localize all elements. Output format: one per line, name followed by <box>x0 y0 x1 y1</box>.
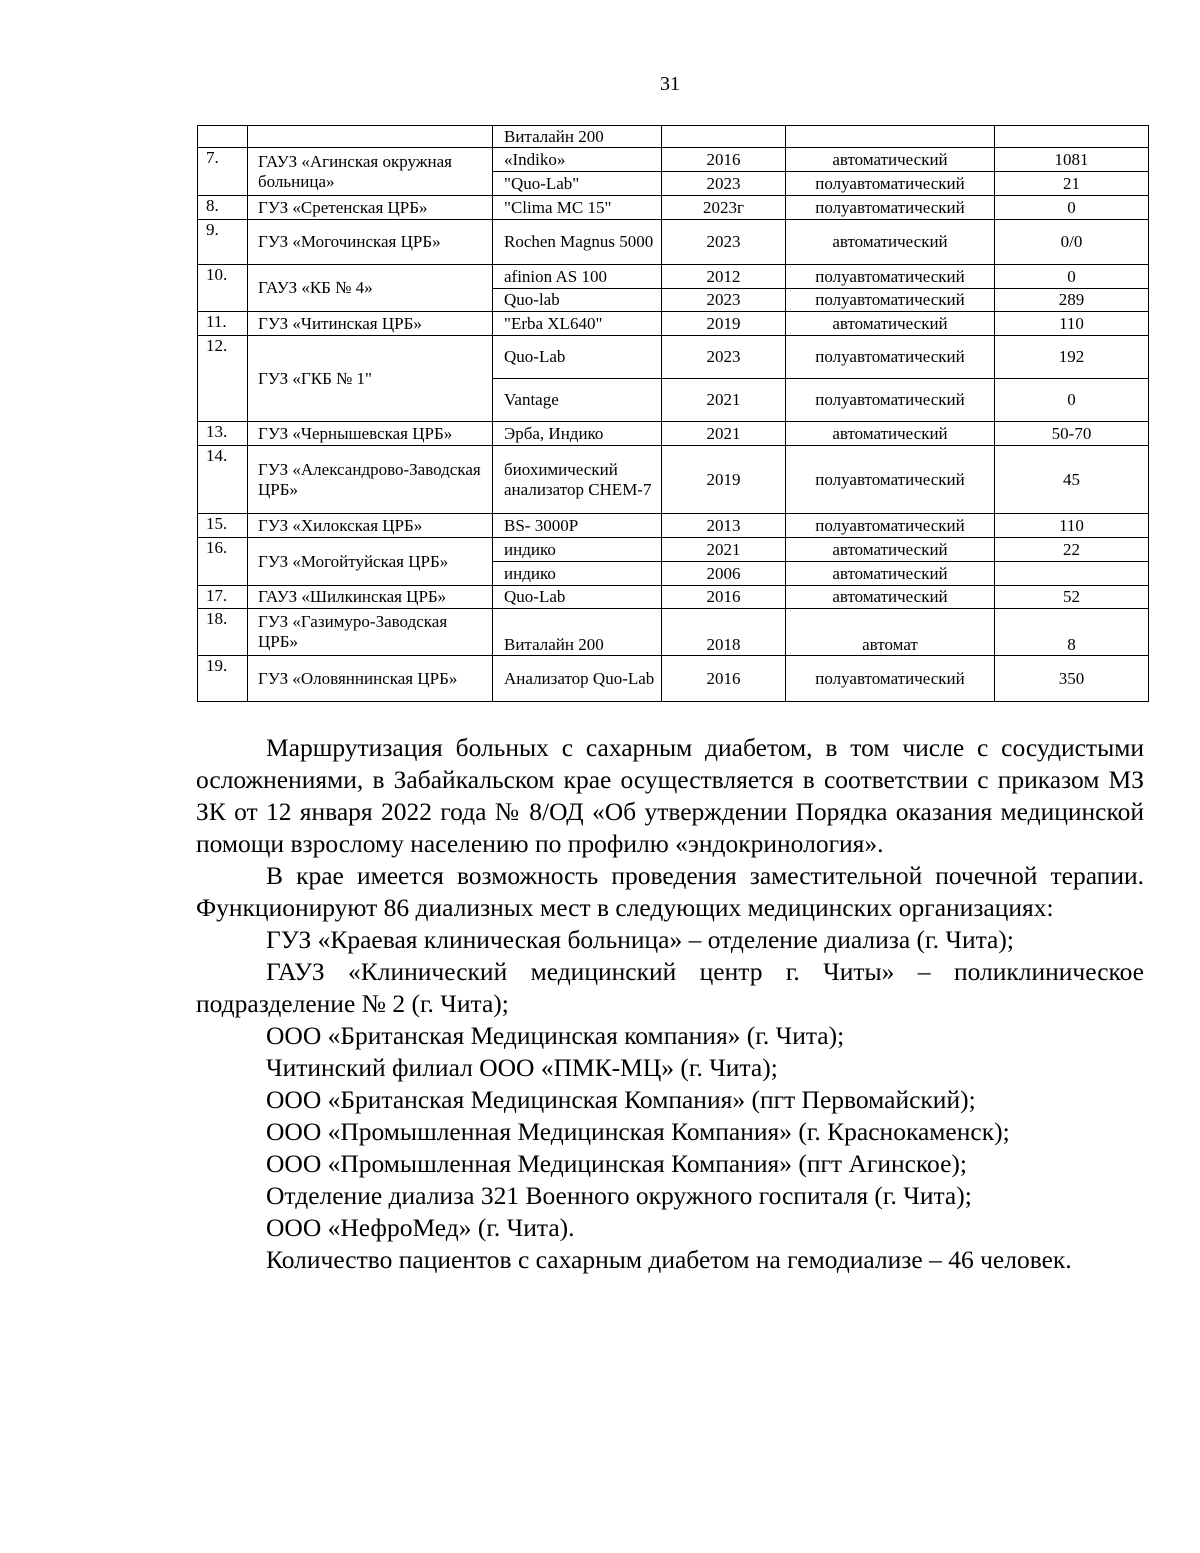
year-cell: 2023 <box>662 220 786 265</box>
table-row <box>198 656 1149 702</box>
type-cell <box>786 126 995 148</box>
type-cell: автоматический <box>786 148 995 172</box>
type-cell: автоматический <box>786 562 995 586</box>
organization-cell: ГУЗ «Александрово-Заводская ЦРБ» <box>248 446 493 514</box>
row-number: 17. <box>198 586 248 609</box>
count-cell: 350 <box>995 656 1149 702</box>
organization-cell: ГАУЗ «Шилкинская ЦРБ» <box>248 586 493 609</box>
organization-cell: ГАУЗ «Агинская окружная больница» <box>248 148 493 196</box>
model-cell: afinion AS 100 <box>493 265 662 289</box>
table-row <box>198 609 1149 656</box>
paragraph: ГУЗ «Краевая клиническая больница» – отделение диализа (г. Чита); <box>266 925 1014 954</box>
organization-cell: ГУЗ «ГКБ № 1" <box>248 336 493 422</box>
organization-cell: ГУЗ «Хилокская ЦРБ» <box>248 514 493 538</box>
year-cell: 2023г <box>662 196 786 220</box>
row-number: 10. <box>198 265 248 312</box>
model-cell: Quo-Lab <box>493 336 662 379</box>
model-cell: биохимический анализатор CHEM-7 <box>493 446 662 514</box>
year-cell: 2021 <box>662 538 786 562</box>
row-number: 13. <box>198 422 248 446</box>
model-cell: Виталайн 200 <box>493 126 662 148</box>
row-number: 18. <box>198 609 248 656</box>
table-row <box>198 196 1149 220</box>
model-cell: Эрба, Индико <box>493 422 662 446</box>
type-cell: автоматический <box>786 220 995 265</box>
table-row <box>198 538 1149 562</box>
model-cell: Vantage <box>493 379 662 422</box>
year-cell: 2023 <box>662 336 786 379</box>
year-cell <box>662 126 786 148</box>
year-cell: 2023 <box>662 172 786 196</box>
count-cell: 110 <box>995 514 1149 538</box>
year-cell: 2019 <box>662 446 786 514</box>
year-cell: 2016 <box>662 656 786 702</box>
row-number: 9. <box>198 220 248 265</box>
row-number: 15. <box>198 514 248 538</box>
organization-cell: ГУЗ «Могойтуйская ЦРБ» <box>248 538 493 586</box>
organization-cell: ГУЗ «Могочинская ЦРБ» <box>248 220 493 265</box>
paragraph: ООО «Британская Медицинская компания» (г. Чита); <box>266 1021 845 1050</box>
row-number: 8. <box>198 196 248 220</box>
year-cell: 2013 <box>662 514 786 538</box>
count-cell: 0/0 <box>995 220 1149 265</box>
type-cell: автоматический <box>786 312 995 336</box>
row-number: 7. <box>198 148 248 196</box>
organization-cell: ГУЗ «Чернышевская ЦРБ» <box>248 422 493 446</box>
count-cell: 110 <box>995 312 1149 336</box>
count-cell: 289 <box>995 289 1149 312</box>
paragraph: Отделение диализа 321 Военного окружного госпиталя (г. Чита); <box>266 1181 972 1210</box>
type-cell: автомат <box>786 609 995 656</box>
organization-cell <box>248 126 493 148</box>
type-cell: полуавтоматический <box>786 379 995 422</box>
body-text <box>196 732 1144 1276</box>
count-cell: 1081 <box>995 148 1149 172</box>
paragraph: ООО «Промышленная Медицинская Компания» (г. Краснокаменск); <box>266 1117 1010 1146</box>
table-row <box>198 265 1149 289</box>
type-cell: полуавтоматический <box>786 172 995 196</box>
year-cell: 2021 <box>662 422 786 446</box>
organization-cell: ГУЗ «Читинская ЦРБ» <box>248 312 493 336</box>
count-cell: 45 <box>995 446 1149 514</box>
model-cell: индико <box>493 562 662 586</box>
table-row <box>198 148 1149 172</box>
year-cell: 2019 <box>662 312 786 336</box>
type-cell: автоматический <box>786 538 995 562</box>
organization-cell: ГАУЗ «КБ № 4» <box>248 265 493 312</box>
year-cell: 2016 <box>662 148 786 172</box>
table-row <box>198 514 1149 538</box>
model-cell: Quo-Lab <box>493 586 662 609</box>
type-cell: полуавтоматический <box>786 656 995 702</box>
count-cell: 8 <box>995 609 1149 656</box>
row-number: 11. <box>198 312 248 336</box>
table-row <box>198 312 1149 336</box>
count-cell <box>995 126 1149 148</box>
type-cell: полуавтоматический <box>786 196 995 220</box>
model-cell: "Clima MC 15" <box>493 196 662 220</box>
paragraph: В крае имеется возможность проведения заместительной почечной терапии. Функционируют 86 диализных мест в следующих медицинских организациях: <box>196 861 1144 922</box>
paragraph: ООО «Британская Медицинская Компания» (пгт Первомайский); <box>266 1085 976 1114</box>
equipment-table <box>197 125 1149 702</box>
count-cell: 0 <box>995 265 1149 289</box>
model-cell: индико <box>493 538 662 562</box>
model-cell: "Quo-Lab" <box>493 172 662 196</box>
count-cell: 192 <box>995 336 1149 379</box>
paragraph: Читинский филиал ООО «ПМК-МЦ» (г. Чита); <box>266 1053 778 1082</box>
paragraph: ООО «НефроМед» (г. Чита). <box>266 1213 575 1242</box>
type-cell: полуавтоматический <box>786 289 995 312</box>
paragraph: ООО «Промышленная Медицинская Компания» (пгт Агинское); <box>266 1149 967 1178</box>
table-row <box>198 586 1149 609</box>
page-number: 31 <box>660 73 680 95</box>
count-cell: 0 <box>995 196 1149 220</box>
row-number: 19. <box>198 656 248 702</box>
count-cell <box>995 562 1149 586</box>
year-cell: 2012 <box>662 265 786 289</box>
type-cell: автоматический <box>786 422 995 446</box>
year-cell: 2023 <box>662 289 786 312</box>
table-row <box>198 220 1149 265</box>
table-row <box>198 422 1149 446</box>
paragraph: ГАУЗ «Клинический медицинский центр г. Читы» – поликлиническое подразделение № 2 (г. Чита); <box>196 957 1144 1018</box>
model-cell: BS- 3000P <box>493 514 662 538</box>
paragraph: Количество пациентов с сахарным диабетом на гемодиализе – 46 человек. <box>266 1245 1072 1274</box>
year-cell: 2006 <box>662 562 786 586</box>
model-cell: Rochen Magnus 5000 <box>493 220 662 265</box>
row-number: 14. <box>198 446 248 514</box>
count-cell: 21 <box>995 172 1149 196</box>
count-cell: 22 <box>995 538 1149 562</box>
type-cell: автоматический <box>786 586 995 609</box>
year-cell: 2016 <box>662 586 786 609</box>
count-cell: 50-70 <box>995 422 1149 446</box>
paragraph: Маршрутизация больных с сахарным диабетом, в том числе с сосудистыми осложнениями, в Забайкальском крае осуществляется в соответствии с приказом МЗ ЗК от 12 января 2022 года № 8/ОД «Об утверждении Порядка оказания медицинской помощи взрослому населению по профилю «эндокринология». <box>196 733 1144 858</box>
count-cell: 0 <box>995 379 1149 422</box>
year-cell: 2021 <box>662 379 786 422</box>
count-cell: 52 <box>995 586 1149 609</box>
organization-cell: ГУЗ «Газимуро-Заводская ЦРБ» <box>248 609 493 656</box>
row-number: 16. <box>198 538 248 586</box>
type-cell: полуавтоматический <box>786 514 995 538</box>
row-number <box>198 126 248 148</box>
type-cell: полуавтоматический <box>786 446 995 514</box>
row-number: 12. <box>198 336 248 422</box>
model-cell: Виталайн 200 <box>493 609 662 656</box>
table-row <box>198 336 1149 379</box>
year-cell: 2018 <box>662 609 786 656</box>
table-row <box>198 126 1149 148</box>
organization-cell: ГУЗ «Сретенская ЦРБ» <box>248 196 493 220</box>
table-row <box>198 446 1149 514</box>
type-cell: полуавтоматический <box>786 265 995 289</box>
model-cell: «Indiko» <box>493 148 662 172</box>
type-cell: полуавтоматический <box>786 336 995 379</box>
model-cell: Quo-lab <box>493 289 662 312</box>
model-cell: "Erba XL640" <box>493 312 662 336</box>
organization-cell: ГУЗ «Оловяннинская ЦРБ» <box>248 656 493 702</box>
model-cell: Анализатор Quo-Lab <box>493 656 662 702</box>
